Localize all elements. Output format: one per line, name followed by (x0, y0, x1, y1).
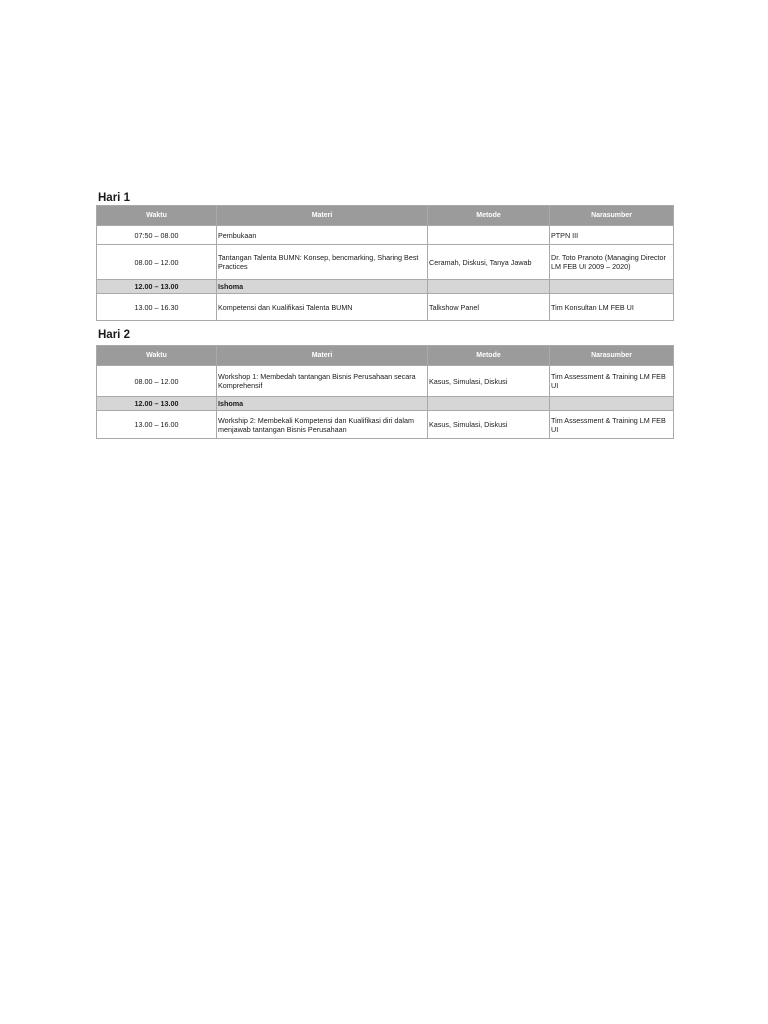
cell-waktu: 12.00 – 13.00 (97, 397, 217, 411)
header-waktu: Waktu (97, 346, 217, 366)
cell-waktu: 13.00 – 16.30 (97, 294, 217, 321)
cell-narasumber: Dr. Toto Pranoto (Managing Director LM FEB UI 2009 – 2020) (550, 245, 674, 280)
cell-materi: Ishoma (217, 397, 428, 411)
table-row (97, 226, 674, 245)
cell-narasumber: PTPN III (550, 226, 674, 245)
table-header-row (97, 346, 674, 366)
day-1-schedule-table (96, 205, 674, 321)
day-2-schedule-table (96, 345, 674, 439)
cell-materi: Ishoma (217, 280, 428, 294)
cell-narasumber: Tim Assessment & Training LM FEB UI (550, 366, 674, 397)
cell-waktu: 12.00 – 13.00 (97, 280, 217, 294)
header-metode: Metode (428, 346, 550, 366)
header-waktu: Waktu (97, 206, 217, 226)
cell-materi: Workship 2: Membekali Kompetensi dan Kualifikasi diri dalam menjawab tantangan Bisnis Perusahaan (217, 411, 428, 439)
cell-materi: Workshop 1: Membedah tantangan Bisnis Perusahaan secara Komprehensif (217, 366, 428, 397)
header-materi: Materi (217, 346, 428, 366)
table-row (97, 294, 674, 321)
cell-metode (428, 280, 550, 294)
cell-waktu: 07:50 – 08.00 (97, 226, 217, 245)
table-row-break (97, 397, 674, 411)
day-2-title: Hari 2 (98, 329, 130, 341)
table-row (97, 366, 674, 397)
cell-metode: Kasus, Simulasi, Diskusi (428, 411, 550, 439)
cell-waktu: 08.00 – 12.00 (97, 366, 217, 397)
cell-materi: Kompetensi dan Kualifikasi Talenta BUMN (217, 294, 428, 321)
cell-waktu: 08.00 – 12.00 (97, 245, 217, 280)
cell-materi: Tantangan Talenta BUMN: Konsep, bencmarking, Sharing Best Practices (217, 245, 428, 280)
table-row-break (97, 280, 674, 294)
cell-narasumber (550, 280, 674, 294)
cell-waktu: 13.00 – 16.00 (97, 411, 217, 439)
table-row (97, 411, 674, 439)
cell-materi: Pembukaan (217, 226, 428, 245)
day-1-title: Hari 1 (98, 192, 130, 204)
table-row (97, 245, 674, 280)
cell-metode (428, 226, 550, 245)
cell-narasumber (550, 397, 674, 411)
header-narasumber: Narasumber (550, 346, 674, 366)
cell-metode: Ceramah, Diskusi, Tanya Jawab (428, 245, 550, 280)
table-header-row (97, 206, 674, 226)
cell-metode (428, 397, 550, 411)
header-materi: Materi (217, 206, 428, 226)
cell-narasumber: Tim Assessment & Training LM FEB UI (550, 411, 674, 439)
header-metode: Metode (428, 206, 550, 226)
cell-metode: Kasus, Simulasi, Diskusi (428, 366, 550, 397)
header-narasumber: Narasumber (550, 206, 674, 226)
cell-narasumber: Tim Konsultan LM FEB UI (550, 294, 674, 321)
cell-metode: Talkshow Panel (428, 294, 550, 321)
